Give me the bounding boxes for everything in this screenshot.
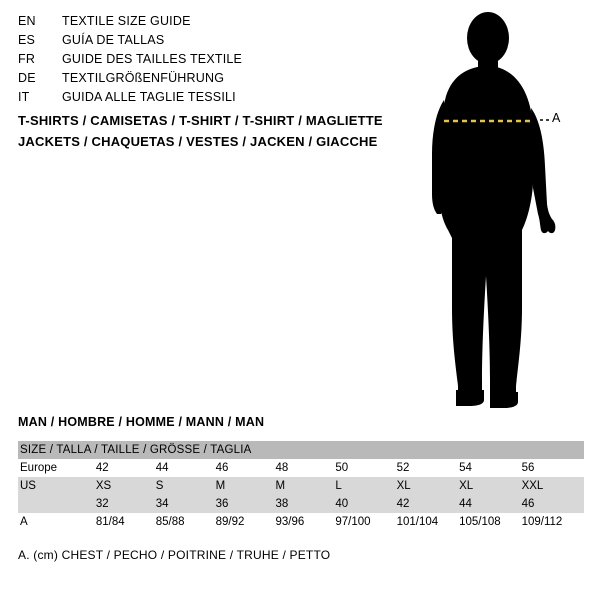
language-row — [18, 14, 378, 33]
table-cell: S — [156, 477, 216, 495]
table-cell: XXL — [522, 477, 584, 495]
table-cell: 81/84 — [96, 513, 156, 531]
table-row — [18, 477, 584, 495]
section-title-man: MAN / HOMBRE / HOMME / MANN / MAN — [18, 415, 265, 429]
silhouette-svg — [400, 8, 600, 408]
table-cell: 54 — [459, 459, 522, 477]
table-row — [18, 459, 584, 477]
table-cell: 34 — [156, 495, 216, 513]
size-table — [18, 441, 584, 531]
table-cell: 50 — [335, 459, 396, 477]
language-text: TEXTILGRÖßENFÜHRUNG — [62, 71, 225, 85]
table-cell: 85/88 — [156, 513, 216, 531]
category-jackets: JACKETS / CHAQUETAS / VESTES / JACKEN / GIACCHE — [18, 134, 378, 149]
language-row — [18, 71, 378, 90]
table-cell: 40 — [335, 495, 396, 513]
row-label: Europe — [18, 459, 96, 477]
table-cell: 101/104 — [397, 513, 460, 531]
table-cell: 93/96 — [275, 513, 335, 531]
table-cell: 36 — [216, 495, 276, 513]
table-cell: 46 — [216, 459, 276, 477]
table-cell: XS — [96, 477, 156, 495]
row-label: A — [18, 513, 96, 531]
table-cell: 109/112 — [522, 513, 584, 531]
table-cell: 105/108 — [459, 513, 522, 531]
male-silhouette-figure — [400, 8, 600, 408]
table-cell: 44 — [156, 459, 216, 477]
table-cell: 44 — [459, 495, 522, 513]
row-label — [18, 495, 96, 513]
table-cell: 42 — [96, 459, 156, 477]
table-cell: 52 — [397, 459, 460, 477]
language-row — [18, 52, 378, 71]
table-cell: XL — [459, 477, 522, 495]
language-row — [18, 90, 378, 109]
language-code: FR — [18, 52, 36, 66]
language-text: GUÍA DE TALLAS — [62, 33, 165, 47]
language-code: IT — [18, 90, 30, 104]
language-list — [18, 14, 378, 109]
category-tshirts: T-SHIRTS / CAMISETAS / T-SHIRT / T-SHIRT / MAGLIETTE — [18, 113, 383, 128]
table-header-row — [18, 441, 584, 459]
language-text: GUIDE DES TAILLES TEXTILE — [62, 52, 243, 66]
table-header-label: SIZE / TALLA / TAILLE / GRÖSSE / TAGLIA — [18, 441, 584, 459]
table-cell: L — [335, 477, 396, 495]
category-list — [18, 110, 418, 152]
language-code: EN — [18, 14, 36, 28]
measure-label-a: A — [552, 111, 561, 125]
table-cell: 89/92 — [216, 513, 276, 531]
table-cell: 97/100 — [335, 513, 396, 531]
table-cell: 32 — [96, 495, 156, 513]
table-cell: 42 — [397, 495, 460, 513]
row-label: US — [18, 477, 96, 495]
language-text: GUIDA ALLE TAGLIE TESSILI — [62, 90, 236, 104]
language-code: ES — [18, 33, 36, 47]
table-row — [18, 513, 584, 531]
table-cell: XL — [397, 477, 460, 495]
language-text: TEXTILE SIZE GUIDE — [62, 14, 191, 28]
footnote-chest: A. (cm) CHEST / PECHO / POITRINE / TRUHE / PETTO — [18, 548, 331, 562]
table-cell: 46 — [522, 495, 584, 513]
table-cell: M — [275, 477, 335, 495]
table-cell: 56 — [522, 459, 584, 477]
table-cell: 38 — [275, 495, 335, 513]
table-cell: M — [216, 477, 276, 495]
language-code: DE — [18, 71, 36, 85]
language-row — [18, 33, 378, 52]
table-cell: 48 — [275, 459, 335, 477]
table-row — [18, 495, 584, 513]
